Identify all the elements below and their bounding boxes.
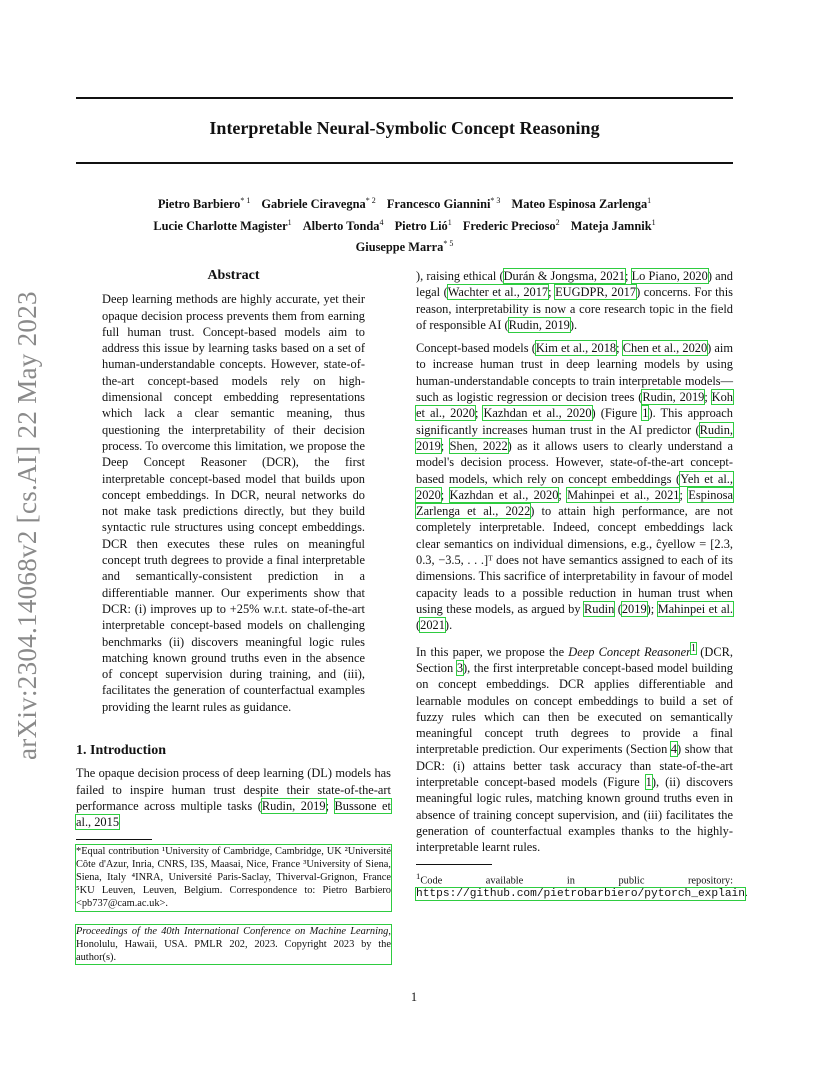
repository-link[interactable]: https://github.com/pietrobarbiero/pytorch_explain (416, 888, 745, 901)
proceedings-rest: , Honolulu, Hawaii, USA. PMLR 202, 2023. Copyright 2023 by the author(s). (76, 925, 391, 963)
citation-link[interactable]: 2021 (420, 618, 445, 633)
citation-link[interactable]: Shen, 2022 (449, 438, 508, 453)
author: Alberto Tonda$^4$ (302, 217, 384, 233)
abstract-heading: Abstract (207, 268, 260, 283)
citation-link[interactable]: Rudin, 2019 (508, 317, 570, 332)
text-span: ) concerns. For this reason, interpretability is now a core research topic in the field of responsible AI ( (416, 285, 733, 332)
citation-link[interactable]: Kazhdan et al., 2020 (449, 487, 559, 502)
code-footnote (416, 870, 748, 902)
author: Lucie Charlotte Magister$^1$ (153, 217, 292, 233)
text-span: ), the first interpretable concept-based model building on concept embeddings. DCR applies differentiable and learnable modules on concept embeddings to build a set of fuzzy rules which can then be executed on semantically meaningful concept truth degrees to provide a final interpretable prediction. Our experiments (Section (416, 660, 734, 757)
text-span: ) as it allows users to clearly understand a model's decision process. However, state-of-the-art concept-based models, which rely on concept embeddings ( (416, 438, 734, 486)
author-list (76, 192, 733, 257)
footnote-rule (416, 864, 492, 865)
citation-link[interactable]: Durán & Jongsma, 2021 (503, 269, 625, 283)
text-span: Code available in public repository: (420, 874, 733, 886)
title-rule-top (76, 97, 733, 99)
author: Gabriele Ciravegna$^{* 2}$ (261, 196, 376, 212)
figure-link[interactable]: 1 (642, 406, 649, 421)
citation-link[interactable]: Mahinpei et al., 2021 (567, 487, 680, 502)
proceedings-note[interactable] (76, 925, 391, 965)
text-span: . (744, 888, 748, 900)
author: Pietro Barbiero$^{* 1}$ (157, 196, 251, 212)
citation-link[interactable]: Mahinpei et al. (657, 601, 733, 616)
footnote-rule (76, 839, 152, 840)
intro-paragraph-1-continued: ), raising ethical (Durán & Jongsma, 2021; Lo Piano, 2020) and legal (Wachter et al., 2017; EUGDPR, 2017) concerns. For this reason, interpretability is now a core research topic in the field of responsible AI (Rudin, 2019). (416, 269, 733, 332)
text-span: The opaque decision process of deep learning (DL) models has failed to inspire human trust despite their state-of-the-art performance across multiple tasks ( (76, 766, 391, 813)
affiliations-footnote[interactable]: *Equal contribution ¹University of Cambridge, Cambridge, UK ²Université Côte d'Azur, Inria, CNRS, I3S, Maasai, Nice, France ³University of Siena, Siena, Italy ⁴INRA, Université Paris-Saclay, Thiverval-Grignon, France ⁵KU Leuven, Leuven, Belgium. Correspondence to: Pietro Barbiero <pb737@cam.ac.uk>. (76, 845, 391, 910)
section-heading-introduction: 1. Introduction (76, 743, 166, 759)
author: Frederic Precioso$^2$ (462, 217, 560, 233)
intro-paragraph-3 (416, 641, 733, 856)
model-name: Deep Concept Reasoner (568, 644, 691, 659)
citation-link[interactable]: Kazhdan et al., 2020 (483, 406, 592, 421)
title-rule-bottom (76, 162, 733, 164)
citation-link[interactable]: Chen et al., 2020 (622, 341, 708, 356)
citation-link[interactable]: Kim et al., 2018 (535, 341, 617, 356)
figure-link[interactable]: 1 (645, 775, 652, 790)
text-span: ), raising ethical ( (416, 269, 504, 283)
author: Mateja Jamnik$^1$ (570, 217, 656, 233)
text-span: ) to attain high performance, are not completely interpretable. Indeed, concept embeddings lack clear semantics on individual dimensions, e.g., (416, 504, 733, 551)
text-span: ). This approach significantly increases human trust in the AI predictor ( (416, 406, 733, 437)
text-span: ; (325, 798, 335, 813)
text-span: ) aim to increase human trust in deep learning models by using human-understandable concepts to train interpretable models—such as logistic regression or decision trees ( (416, 341, 734, 405)
intro-paragraph-2: Concept-based models (Kim et al., 2018; Chen et al., 2020) aim to increase human trust in deep learning models by using human-understandable concepts to train interpretable models—such as logistic regression or decision trees (Rudin, 2019; Koh et al., 2020; Kazhdan et al., 2020) (Figure 1). This approach significantly increases human trust in the AI predictor (Rudin, 2019; Shen, 2022) as it allows users to clearly understand a model's decision process. However, state-of-the-art concept-based models, which rely on concept embeddings (Yeh et al., 2020; Kazhdan et al., 2020; Mahinpei et al., 2021; Espinosa Zarlenga et al., 2022) to attain high performance, are not completely interpretable. Indeed, concept embeddings lack clear semantics on individual dimensions, e.g., ĉyellow = [2.3, 0.3, −3.5, . . .]ᵀ does not have semantics assigned to each of its dimensions. This sacrifice of interpretability in favour of model capacity leads to a possible reduction in human trust when using these models, as argued by Rudin (2019); Mahinpei et al. (2021). (416, 341, 734, 633)
citation-link[interactable]: Wachter et al., 2017 (447, 285, 549, 300)
citation-link[interactable]: Rudin (584, 601, 615, 616)
citation-link[interactable]: EUGDPR, 2017 (555, 285, 637, 300)
text-span: ) (Figure (591, 406, 643, 421)
section-link[interactable]: 4 (670, 742, 678, 757)
text-span: In this paper, we propose the (416, 644, 569, 659)
citation-link[interactable]: Rudin, 2019 (416, 422, 733, 453)
abstract-text: Deep learning methods are highly accurate, yet their opaque decision process prevents them from earning full human trust. Concept-based models aim to address this issue by learning tasks based on a set of human-understandable concepts. However, state-of-the-art concept-based models rely on high-dimensional concept embedding representations which lack a clear semantic meaning, thus questioning the interpretability of their decision process. To overcome this limitation, we propose the Deep Concept Reasoner (DCR), the first interpretable concept-based model that builds upon concept embeddings. In DCR, neural networks do not make task predictions directly, but they build syntactic rule structures using concept embeddings. DCR then executes these rules on meaningful concept truth degrees to provide a final interpretable and semantically-consistent prediction in a differentiable manner. Our experiments show that DCR: (i) improves up to +25% w.r.t. state-of-the-art interpretable concept-based models on challenging benchmarks (ii) discovers meaningful logic rules matching known ground truths even in the absence of concept supervision during training, and (iii), facilitates the generation of counterfactual examples providing the learnt rules as guidance. (102, 292, 365, 714)
author: Francesco Giannini$^{* 3}$ (386, 196, 501, 212)
proceedings-title: Proceedings of the 40th International Conference on Machine Learning (76, 925, 389, 937)
citation-link[interactable]: Lo Piano, 2020 (631, 269, 708, 283)
arxiv-identifier: arXiv:2304.14068v2 [cs.AI] 22 May 2023 (12, 291, 42, 760)
footnote-link[interactable]: 1 (690, 642, 697, 654)
text-span: ), (ii) discovers meaningful logic rules, matching known ground truths even in absence of training concept supervision, and (iii) facilitates the generation of counterfactual examples thanks to the highly-interpretable learnt rules. (416, 775, 733, 855)
right-column (416, 268, 748, 901)
text-span: Concept-based models ( (416, 341, 536, 356)
left-column (76, 268, 391, 964)
text-span: ) and legal ( (416, 269, 733, 300)
intro-paragraph-1 (76, 765, 391, 830)
page-number: 1 (410, 990, 418, 1004)
text-span: ). (569, 317, 578, 332)
citation-link[interactable]: 2019 (621, 601, 647, 616)
author: Mateo Espinosa Zarlenga$^1$ (511, 196, 652, 212)
text-span: does not have semantics assigned to each of its dimensions. This sacrifice of interpretability in favour of model capacity leads to a possible reduction in human trust when using these models, as argued by (416, 553, 733, 616)
citation-link[interactable]: Rudin, 2019 (261, 798, 326, 813)
author: Giuseppe Marra$^{* 5}$ (355, 239, 454, 255)
text-span: (DCR, Section (416, 644, 733, 675)
citation-link[interactable]: Espinosa Zarlenga et al., 2022 (416, 487, 733, 519)
author: Pietro Lió$^1$ (394, 217, 452, 233)
citation-link[interactable]: Koh et al., 2020 (416, 390, 733, 421)
citation-link[interactable]: Yeh et al., 2020 (416, 471, 733, 502)
section-link[interactable]: 3 (456, 660, 464, 675)
text-span: ) show that DCR: (i) attains better task accuracy than state-of-the-art interpretable concept-based models (Figure (416, 742, 734, 790)
math-expression: ĉyellow = [2.3, 0.3, −3.5, . . .]ᵀ (416, 536, 733, 568)
citation-link[interactable]: Rudin, 2019 (642, 390, 705, 405)
text-span: . (449, 618, 453, 633)
paper-title: Interpretable Neural-Symbolic Concept Reasoning (209, 118, 600, 138)
arxiv-sidebar (12, 291, 72, 820)
citation-link[interactable]: Bussone et al., 2015 (76, 798, 391, 830)
footnote-mark: 1 (416, 870, 421, 881)
